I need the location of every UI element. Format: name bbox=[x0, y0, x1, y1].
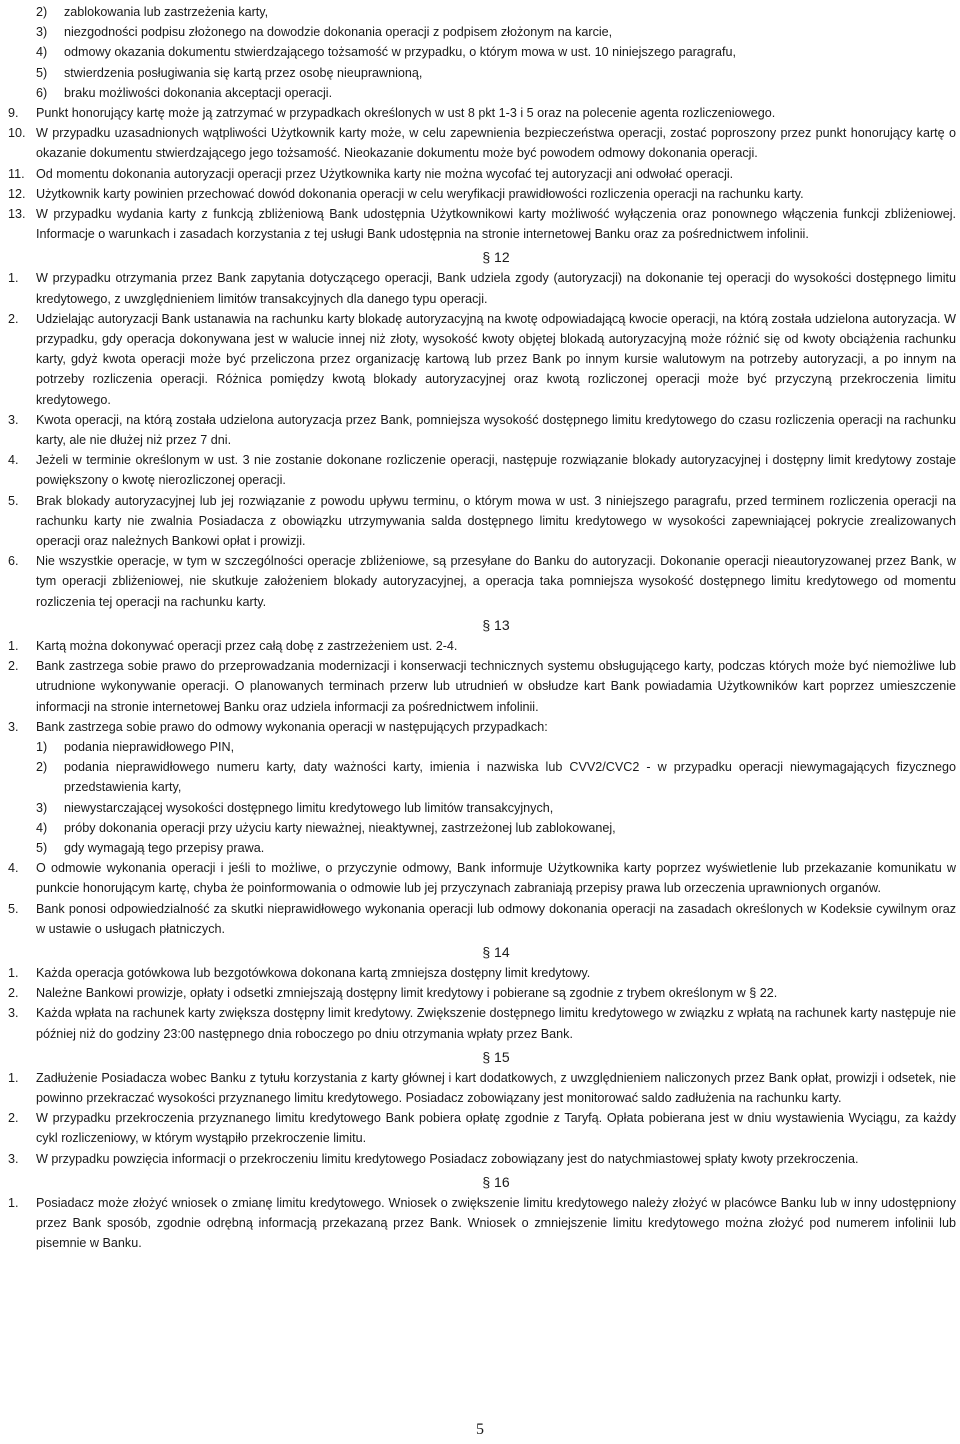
item-text: Każda wpłata na rachunek karty zwiększa dostępny limit kredytowy. Zwiększenie dostępnego limitu kredytowego w związku z wpłatą na rachunek karty następuje nie później niż do godziny 23:00 następnego dnia roboczego po dniu otrzymania wpłaty przez Bank. bbox=[36, 1006, 956, 1041]
item-text: Posiadacz może złożyć wniosek o zmianę limitu kredytowego. Wniosek o zwiększenie limitu kredytowego należy złożyć w placówce Banku lub w inny udostępniony przez Bank sposób, zgodnie odrębną informacją przekazaną przez Bank. Wniosek o zmniejszenie limitu kredytowego można złożyć pod numerem infolinii lub pisemnie w Banku. bbox=[36, 1195, 956, 1251]
item-text: niezgodności podpisu złożonego na dowodzie dokonania operacji z podpisem złożonym na karcie, bbox=[64, 25, 613, 40]
item-text: Udzielając autoryzacji Bank ustanawia na rachunku karty blokadę autoryzacyjną na kwotę odpowiadającą kwocie operacji, na którą została udzielona autoryzacja. W przypadku, gdy operacja dokonywana jest w walucie innej niż złoty, wysokość kwoty objętej blokadą autoryzacyjną może różnić się od kwoty obciążenia rachunku karty, gdyż kwota operacji może być przeliczona przez organizację kartową lub przez Bank po innym kursie walutowym na potrzeby autoryzacji, a po innym na potrzeby rozliczenia operacji. Różnica pomiędzy kwotą blokady autoryzacyjnej oraz kwotą rozliczonej operacji może być przyczyną przekroczenia limitu kredytowego. bbox=[36, 311, 956, 407]
item-text: O odmowie wykonania operacji i jeśli to możliwe, o przyczynie odmowy, Bank informuje Użytkownika karty poprzez wyświetlenie lub przekazanie komunikatu w punkcie honorującym kartę, chyba że poinformowania o odmowie lub jej przyczynach zabraniają przepisy prawa lub orzeczenia uprawnionych organów. bbox=[36, 861, 956, 896]
item-text: W przypadku przekroczenia przyznanego limitu kredytowego Bank pobiera opłatę zgodnie z Taryfą. Opłata pobierana jest w dniu wystawienia Wyciągu, za każdy cykl rozliczeniowy, w którym wystąpiło przekroczenie limitu. bbox=[36, 1111, 956, 1146]
section-heading: § 15 bbox=[482, 1048, 510, 1065]
item-number: 13. bbox=[8, 207, 26, 222]
item-number: 3. bbox=[8, 1151, 19, 1166]
item-text: W przypadku uzasadnionych wątpliwości Użytkownik karty może, w celu zapewnienia bezpieczeństwa operacji, zostać poproszony przez punkt honorujący kartę o okazanie dokumentu stwierdzającego jego tożsamość. Nieokazanie dokumentu może być powodem odmowy dokonania operacji. bbox=[36, 126, 956, 161]
item-number: 2) bbox=[36, 5, 48, 19]
item-number: 5. bbox=[8, 493, 19, 508]
list-item bbox=[8, 184, 956, 204]
item-number: 11. bbox=[8, 166, 25, 181]
item-number: 3. bbox=[8, 1006, 19, 1021]
list-item bbox=[8, 103, 956, 123]
list-item bbox=[8, 309, 956, 410]
item-number: 3) bbox=[36, 800, 48, 815]
list-item bbox=[8, 717, 956, 737]
item-text: Nie wszystkie operacje, w tym w szczególności operacje zbliżeniowe, są przesyłane do Banku do autoryzacji. Dokonanie operacji nieautoryzowanej przez Bank, w tym operacji zbliżeniowej, nie skutkuje założeniem blokady autoryzacyjnej, a operacja taka pomniejsza wysokość dostępnego limitu kredytowego od momentu rozliczenia tej operacji na rachunku karty. bbox=[36, 554, 956, 609]
item-text: stwierdzenia posługiwania się kartą przez osobę nieuprawnioną, bbox=[64, 65, 423, 80]
item-number: 6) bbox=[36, 85, 48, 100]
list-item bbox=[8, 1149, 956, 1169]
item-text: Zadłużenie Posiadacza wobec Banku z tytułu korzystania z karty głównej i kart dodatkowych, z uwzględnieniem naliczonych przez Bank opłat, prowizji i odsetek, nie powinno przekraczać wysokości przyznanego limitu kredytowego. Posiadacz zobowiązany jest monitorować saldo zadłużenia na rachunku karty. bbox=[36, 1070, 956, 1105]
sub-list-item bbox=[36, 42, 956, 62]
item-number: 6. bbox=[8, 554, 19, 569]
sub-list-item bbox=[36, 757, 956, 797]
item-number: 1. bbox=[8, 1195, 19, 1210]
list-item bbox=[8, 858, 956, 898]
item-text: Brak blokady autoryzacyjnej lub jej rozwiązanie z powodu upływu terminu, o którym mowa w ust. 3 niniejszego paragrafu, przed terminem rozliczenia operacji na rachunku karty nie zwalnia Posiadacza z obowiązku utrzymywania salda dostępnego limitu kredytowego w wysokości zapewniającej pokrycie zrealizowanych operacji oraz należnych Bankowi opłat i prowizji. bbox=[36, 493, 956, 549]
list-item bbox=[8, 1068, 956, 1108]
item-text: Bank zastrzega sobie prawo do przeprowadzania modernizacji i konserwacji technicznych systemu obsługującego karty, podczas których może być niemożliwe lub utrudnione wykonywanie operacji. O planowanych terminach przerw lub utrudnień w obsłudze kart Bank powiadamia Użytkowników kart poprzez umieszczenie informacji na stronie internetowej Banku oraz udziela informacji za pośrednictwem infolinii. bbox=[36, 659, 956, 714]
item-number: 1. bbox=[8, 965, 19, 980]
item-text: próby dokonania operacji przy użyciu karty nieważnej, nieaktywnej, zastrzeżonej lub zablokowanej, bbox=[64, 820, 616, 835]
sub-list-item bbox=[36, 2, 956, 22]
item-number: 3. bbox=[8, 719, 19, 734]
list-item bbox=[8, 636, 956, 656]
document-body bbox=[8, 0, 956, 1253]
section-heading: § 12 bbox=[482, 249, 510, 266]
item-number: 2. bbox=[8, 986, 19, 1001]
item-text: W przypadku wydania karty z funkcją zbliżeniową Bank udostępnia Użytkownikowi karty możliwość wyłączenia oraz ponownego włączenia funkcji zbliżeniowej. Informacje o warunkach i zasadach korzystania z tej usługi Bank udostępnia na stronie internetowej Banku oraz za pośrednictwem infolinii. bbox=[36, 207, 956, 242]
list-item bbox=[8, 491, 956, 552]
page-number: 5 bbox=[476, 1420, 484, 1438]
list-item bbox=[8, 963, 956, 983]
list-item bbox=[8, 204, 956, 244]
sub-list-item bbox=[36, 838, 956, 858]
item-number: 12. bbox=[8, 186, 26, 201]
item-text: W przypadku otrzymania przez Bank zapytania dotyczącego operacji, Bank udziela zgody (autoryzacji) na dokonanie tej operacji do wysokości dostępnego limitu kredytowego, z uwzględnieniem limitów transakcyjnych dla danego typu operacji. bbox=[36, 271, 956, 306]
sub-list-item bbox=[36, 798, 956, 818]
item-number: 4. bbox=[8, 861, 19, 876]
sub-list-item bbox=[36, 22, 956, 42]
list-item bbox=[8, 899, 956, 939]
item-number: 1) bbox=[36, 739, 48, 754]
section-heading: § 16 bbox=[482, 1173, 510, 1190]
sub-list-item bbox=[36, 818, 956, 838]
item-number: 2. bbox=[8, 1111, 19, 1126]
list-item bbox=[8, 1108, 956, 1148]
item-number: 9. bbox=[8, 106, 19, 121]
list-item bbox=[8, 1193, 956, 1254]
item-text: Kwota operacji, na którą została udzielona autoryzacja przez Bank, pomniejsza wysokość dostępnego limitu kredytowego do czasu rozliczenia operacji na rachunku karty, ale nie dłużej niż przez 7 dni. bbox=[36, 412, 956, 448]
item-number: 2. bbox=[8, 311, 19, 326]
item-text: Bank zastrzega sobie prawo do odmowy wykonania operacji w następujących przypadkach: bbox=[36, 719, 548, 734]
item-text: Użytkownik karty powinien przechować dowód dokonania operacji w celu weryfikacji prawidłowości rozliczenia operacji na rachunku karty. bbox=[36, 186, 804, 201]
item-text: W przypadku powzięcia informacji o przekroczeniu limitu kredytowego Posiadacz zobowiązany jest do natychmiastowej spłaty kwoty przekroczenia. bbox=[36, 1151, 859, 1166]
sub-list-item bbox=[36, 63, 956, 83]
item-number: 3) bbox=[36, 25, 48, 40]
item-number: 3. bbox=[8, 412, 19, 427]
item-number: 10. bbox=[8, 126, 26, 141]
item-number: 1. bbox=[8, 271, 19, 286]
item-number: 4) bbox=[36, 45, 48, 60]
item-text: Bank ponosi odpowiedzialność za skutki nieprawidłowego wykonania operacji lub odmowy dokonania operacji na zasadach określonych w Kodeksie cywilnym oraz w ustawie o usługach płatniczych. bbox=[36, 901, 956, 936]
list-item bbox=[8, 164, 956, 184]
item-text: zablokowania lub zastrzeżenia karty, bbox=[64, 5, 269, 19]
item-text: niewystarczającej wysokości dostępnego limitu kredytowego lub limitów transakcyjnych, bbox=[64, 800, 554, 815]
item-number: 5) bbox=[36, 840, 48, 855]
item-number: 2. bbox=[8, 659, 19, 674]
section-heading: § 13 bbox=[482, 616, 510, 633]
item-text: Każda operacja gotówkowa lub bezgotówkowa dokonana kartą zmniejsza dostępny limit kredytowy. bbox=[36, 965, 591, 980]
list-item bbox=[8, 450, 956, 490]
sub-list-item bbox=[36, 737, 956, 757]
item-text: Należne Bankowi prowizje, opłaty i odsetki zmniejszają dostępny limit kredytowy i pobierane są zgodnie z trybem określonym w § 22. bbox=[36, 986, 778, 1001]
item-text: Jeżeli w terminie określonym w ust. 3 nie zostanie dokonane rozliczenie operacji, następuje rozwiązanie blokady autoryzacyjnej i dostępny limit kredytowy zostaje powiększony o kwotę nierozliczonej operacji. bbox=[36, 453, 956, 488]
item-number: 5. bbox=[8, 901, 19, 916]
item-text: podania nieprawidłowego numeru karty, daty ważności karty, imienia i nazwiska lub CVV2/CVC2 - w przypadku operacji niewymagających fizycznego przedstawienia karty, bbox=[64, 760, 956, 795]
item-number: 2) bbox=[36, 760, 48, 775]
item-text: gdy wymagają tego przepisy prawa. bbox=[64, 840, 265, 855]
item-number: 1. bbox=[8, 638, 19, 653]
list-item bbox=[8, 983, 956, 1003]
list-item bbox=[8, 410, 956, 450]
item-number: 4. bbox=[8, 453, 19, 468]
item-number: 4) bbox=[36, 820, 48, 835]
item-text: podania nieprawidłowego PIN, bbox=[64, 739, 235, 754]
section-heading: § 14 bbox=[482, 943, 510, 960]
item-text: Od momentu dokonania autoryzacji operacji przez Użytkownika karty nie można wycofać tej autoryzacji ani odwołać operacji. bbox=[36, 166, 734, 181]
list-item bbox=[8, 656, 956, 717]
list-item bbox=[8, 1003, 956, 1043]
item-text: Punkt honorujący kartę może ją zatrzymać w przypadkach określonych w ust 8 pkt 1-3 i 5 oraz na polecenie agenta rozliczeniowego. bbox=[36, 106, 776, 121]
item-number: 1. bbox=[8, 1070, 19, 1085]
item-text: odmowy okazania dokumentu stwierdzającego tożsamość w przypadku, o którym mowa w ust. 10 niniejszego paragrafu, bbox=[64, 45, 736, 60]
list-item bbox=[8, 268, 956, 308]
sub-list-item bbox=[36, 83, 956, 103]
list-item bbox=[8, 551, 956, 612]
item-text: braku możliwości dokonania akceptacji operacji. bbox=[64, 85, 333, 100]
list-item bbox=[8, 123, 956, 163]
item-text: Kartą można dokonywać operacji przez całą dobę z zastrzeżeniem ust. 2-4. bbox=[36, 638, 458, 653]
item-number: 5) bbox=[36, 65, 48, 80]
